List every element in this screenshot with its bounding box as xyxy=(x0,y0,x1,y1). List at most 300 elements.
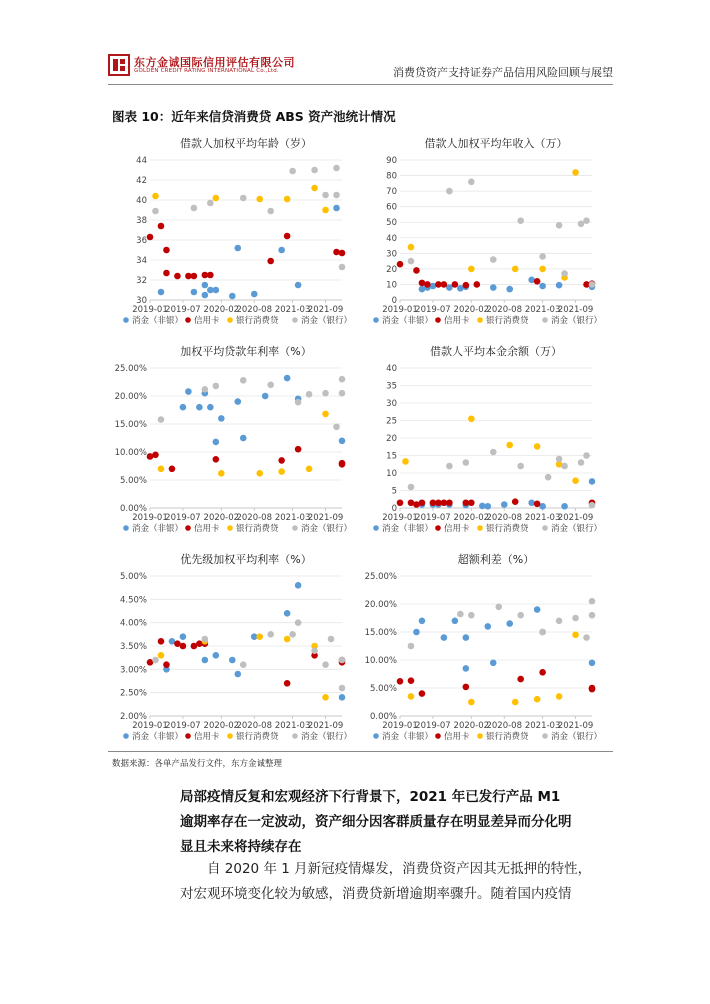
y-tick-label: 3.50% xyxy=(119,642,147,652)
x-tick-label: 2021-09 xyxy=(557,513,594,523)
x-tick-label: 2021-03 xyxy=(274,513,311,523)
legend-label: 消金（非银） xyxy=(132,732,184,742)
y-tick-label: 0.00% xyxy=(119,504,147,514)
data-point xyxy=(424,281,431,288)
data-point xyxy=(284,196,291,203)
data-point xyxy=(517,463,524,470)
y-tick-label: 34 xyxy=(136,256,147,266)
data-point xyxy=(218,470,225,477)
data-point xyxy=(278,457,285,464)
x-tick-label: 2019-07 xyxy=(415,305,451,315)
y-tick-label: 15.00% xyxy=(114,420,147,430)
y-tick-label: 44 xyxy=(136,156,147,166)
data-point xyxy=(202,292,209,299)
legend-marker xyxy=(373,733,379,739)
data-point xyxy=(408,677,415,684)
data-source: 数据来源：各单产品发行文件，东方金诚整理 xyxy=(112,759,283,769)
data-point xyxy=(578,459,585,466)
legend-label: 消金（银行） xyxy=(551,732,602,742)
x-tick-label: 2019-07 xyxy=(415,513,451,523)
data-point xyxy=(256,196,263,203)
x-tick-label: 2019-01 xyxy=(382,305,418,315)
legend-marker xyxy=(185,317,191,323)
data-point xyxy=(202,282,209,289)
report-title: 消费贷资产支持证券产品信用风险回顾与展望 xyxy=(393,66,613,79)
data-point xyxy=(534,606,541,613)
x-tick-label: 2019-07 xyxy=(165,305,201,315)
legend-label: 银行消费贷 xyxy=(486,316,529,326)
data-point xyxy=(180,643,187,650)
data-point xyxy=(339,461,346,468)
body-paragraph xyxy=(180,857,610,907)
y-tick-label: 36 xyxy=(136,236,147,246)
data-point xyxy=(572,169,579,176)
data-point xyxy=(289,168,296,175)
data-point xyxy=(490,660,497,667)
data-point xyxy=(583,452,590,459)
data-point xyxy=(463,665,470,672)
y-tick-label: 10 xyxy=(386,469,397,479)
data-point xyxy=(468,699,475,706)
data-point xyxy=(278,247,285,254)
y-tick-label: 42 xyxy=(136,176,147,186)
y-tick-label: 60 xyxy=(386,202,397,213)
legend-marker xyxy=(435,733,441,739)
headline-line: 逾期率存在一定波动，资产细分因客群质量存在明显差异而分化明 xyxy=(180,814,572,830)
legend-label: 消金（银行） xyxy=(301,524,352,534)
data-point xyxy=(539,283,546,290)
data-point xyxy=(512,498,519,505)
data-point xyxy=(185,388,192,395)
data-point xyxy=(191,289,198,296)
scatter-plot xyxy=(112,546,352,751)
data-point xyxy=(339,438,346,445)
x-tick-label: 2020-08 xyxy=(236,513,272,523)
data-point xyxy=(528,499,535,506)
x-tick-label: 2021-09 xyxy=(557,305,594,315)
data-point xyxy=(457,611,464,618)
chart-loan-rate xyxy=(112,338,352,543)
data-point xyxy=(229,657,236,664)
y-tick-label: 30 xyxy=(386,249,397,260)
x-tick-label: 2021-09 xyxy=(307,513,344,523)
data-point xyxy=(490,284,497,291)
data-point xyxy=(196,404,203,411)
data-point xyxy=(474,281,481,288)
data-point xyxy=(589,281,596,288)
legend-marker xyxy=(123,317,129,323)
data-point xyxy=(339,694,346,701)
scatter-plot xyxy=(112,130,352,335)
y-tick-label: 10.00% xyxy=(114,448,147,458)
data-point xyxy=(556,222,563,229)
x-tick-label: 2021-03 xyxy=(524,513,561,523)
y-tick-label: 80 xyxy=(386,171,397,182)
data-point xyxy=(180,633,187,640)
data-point xyxy=(441,281,448,288)
legend-label: 银行消费贷 xyxy=(236,524,279,534)
y-tick-label: 38 xyxy=(136,216,147,226)
data-point xyxy=(446,499,453,506)
legend-marker xyxy=(542,525,548,531)
data-point xyxy=(267,208,274,215)
data-point xyxy=(158,416,165,423)
data-point xyxy=(539,629,546,636)
data-point xyxy=(468,415,475,422)
data-point xyxy=(267,382,274,389)
chart-title: 超额利差（%） xyxy=(457,553,535,566)
legend-label: 银行消费贷 xyxy=(236,316,279,326)
data-point xyxy=(213,383,220,390)
headline-line: 显且未来将持续存在 xyxy=(180,839,302,855)
data-point xyxy=(468,178,475,185)
x-tick-label: 2020-02 xyxy=(453,513,490,523)
chart-title: 借款人加权平均年收入（万） xyxy=(424,137,568,150)
y-tick-label: 0 xyxy=(391,296,397,306)
data-point xyxy=(419,618,426,625)
legend-label: 消金（非银） xyxy=(382,316,434,326)
data-point xyxy=(191,273,198,280)
data-point xyxy=(572,632,579,639)
data-point xyxy=(539,253,546,260)
y-tick-label: 30 xyxy=(136,296,147,306)
data-point xyxy=(234,398,241,405)
data-point xyxy=(534,696,541,703)
data-point xyxy=(408,643,415,650)
legend-label: 信用卡 xyxy=(444,524,470,534)
data-point xyxy=(506,620,513,627)
data-point xyxy=(163,247,170,254)
data-point xyxy=(397,499,404,506)
data-point xyxy=(589,502,596,509)
legend-label: 消金（银行） xyxy=(301,732,352,742)
scatter-plot xyxy=(362,130,602,335)
data-point xyxy=(202,386,209,393)
data-point xyxy=(512,266,519,273)
data-point xyxy=(306,391,313,398)
legend-marker xyxy=(477,733,483,739)
data-point xyxy=(295,582,302,589)
chart-title: 借款人平均本金余额（万） xyxy=(430,345,562,358)
legend-marker xyxy=(435,525,441,531)
y-tick-label: 2.00% xyxy=(119,712,147,722)
data-point xyxy=(163,661,170,668)
data-point xyxy=(561,270,568,277)
data-point xyxy=(284,636,291,643)
x-tick-label: 2020-08 xyxy=(486,305,522,315)
data-point xyxy=(484,623,491,630)
data-point xyxy=(256,633,263,640)
data-point xyxy=(152,193,159,200)
data-point xyxy=(583,217,590,224)
x-tick-label: 2020-08 xyxy=(236,305,272,315)
data-point xyxy=(322,661,329,668)
x-tick-label: 2021-03 xyxy=(524,721,561,731)
data-point xyxy=(452,618,459,625)
x-tick-label: 2021-03 xyxy=(524,305,561,315)
data-point xyxy=(408,258,415,265)
x-tick-label: 2020-08 xyxy=(236,721,272,731)
data-point xyxy=(158,289,165,296)
data-point xyxy=(158,638,165,645)
y-tick-label: 20.00% xyxy=(114,392,147,402)
data-point xyxy=(556,693,563,700)
legend-marker xyxy=(373,525,379,531)
data-point xyxy=(589,598,596,605)
company-logo-icon xyxy=(108,54,130,76)
data-point xyxy=(484,503,491,510)
legend-label: 消金（非银） xyxy=(382,524,434,534)
y-tick-label: 32 xyxy=(136,276,147,286)
legend-marker xyxy=(373,317,379,323)
data-point xyxy=(463,634,470,641)
x-tick-label: 2019-01 xyxy=(382,721,418,731)
data-point xyxy=(289,631,296,638)
data-point xyxy=(158,652,165,659)
data-point xyxy=(589,612,596,619)
data-point xyxy=(561,503,568,510)
x-tick-label: 2019-01 xyxy=(132,721,168,731)
legend-label: 信用卡 xyxy=(194,316,220,326)
chart-borrower-income xyxy=(362,130,602,335)
data-point xyxy=(589,685,596,692)
data-point xyxy=(311,167,318,174)
x-tick-label: 2020-02 xyxy=(203,305,240,315)
chart-borrower-age xyxy=(112,130,352,335)
x-tick-label: 2020-08 xyxy=(486,721,522,731)
data-point xyxy=(256,470,263,477)
data-point xyxy=(419,499,426,506)
data-point xyxy=(495,604,502,611)
legend-label: 消金（非银） xyxy=(382,732,434,742)
y-tick-label: 5 xyxy=(391,486,397,497)
data-point xyxy=(295,282,302,289)
data-point xyxy=(322,390,329,397)
y-tick-label: 20 xyxy=(386,264,397,275)
y-tick-label: 10.00% xyxy=(364,656,397,666)
data-point xyxy=(284,375,291,382)
legend-label: 消金（非银） xyxy=(132,316,184,326)
data-point xyxy=(213,439,220,446)
legend-label: 消金（非银） xyxy=(132,524,184,534)
y-tick-label: 20 xyxy=(386,434,397,444)
data-point xyxy=(213,195,220,202)
data-point xyxy=(339,376,346,383)
data-point xyxy=(147,234,154,241)
data-point xyxy=(452,281,459,288)
data-point xyxy=(556,618,563,625)
scatter-plot xyxy=(362,338,602,543)
x-tick-label: 2021-03 xyxy=(274,721,311,731)
x-tick-label: 2020-02 xyxy=(203,513,240,523)
data-point xyxy=(468,612,475,619)
y-tick-label: 10 xyxy=(386,280,397,291)
data-point xyxy=(213,456,220,463)
scatter-plot xyxy=(112,338,352,543)
x-tick-label: 2019-07 xyxy=(165,513,201,523)
x-tick-label: 2020-08 xyxy=(486,513,522,523)
data-point xyxy=(240,377,247,384)
data-point xyxy=(446,188,453,195)
data-point xyxy=(534,443,541,450)
legend-marker xyxy=(227,525,233,531)
data-point xyxy=(284,680,291,687)
legend-label: 消金（银行） xyxy=(551,316,602,326)
x-tick-label: 2020-02 xyxy=(453,305,490,315)
y-tick-label: 25.00% xyxy=(114,364,147,374)
legend-label: 消金（银行） xyxy=(301,316,352,326)
x-tick-label: 2021-09 xyxy=(557,721,594,731)
x-tick-label: 2020-02 xyxy=(453,721,490,731)
legend-label: 信用卡 xyxy=(444,732,470,742)
data-point xyxy=(213,287,220,294)
chart-title: 借款人加权平均年龄（岁） xyxy=(180,137,312,150)
data-point xyxy=(397,678,404,685)
data-point xyxy=(234,245,241,252)
data-point xyxy=(589,660,596,667)
data-point xyxy=(295,619,302,626)
data-point xyxy=(240,195,247,202)
x-tick-label: 2020-02 xyxy=(203,721,240,731)
legend-marker xyxy=(185,525,191,531)
data-point xyxy=(534,501,541,508)
data-point xyxy=(446,463,453,470)
y-tick-label: 5.00% xyxy=(119,572,147,582)
y-tick-label: 2.50% xyxy=(119,688,147,699)
data-point xyxy=(402,458,409,465)
y-tick-label: 25.00% xyxy=(364,572,397,582)
data-point xyxy=(180,404,187,411)
data-point xyxy=(218,415,225,422)
data-point xyxy=(333,192,340,199)
y-tick-label: 90 xyxy=(386,156,397,166)
legend-label: 信用卡 xyxy=(194,732,220,742)
x-tick-label: 2021-03 xyxy=(274,305,311,315)
data-point xyxy=(284,610,291,617)
legend-label: 信用卡 xyxy=(444,316,470,326)
chart-principal-balance xyxy=(362,338,602,543)
legend-marker xyxy=(542,317,548,323)
data-point xyxy=(207,404,214,411)
legend-marker xyxy=(542,733,548,739)
data-point xyxy=(322,694,329,701)
data-point xyxy=(295,399,302,406)
data-point xyxy=(468,499,475,506)
data-point xyxy=(545,474,552,481)
data-point xyxy=(158,223,165,230)
legend-marker xyxy=(292,317,298,323)
section-headline xyxy=(180,785,610,860)
data-point xyxy=(397,261,404,268)
data-point xyxy=(463,684,470,691)
data-point xyxy=(333,249,340,256)
x-tick-label: 2019-01 xyxy=(132,513,168,523)
y-tick-label: 70 xyxy=(386,187,397,198)
x-tick-label: 2019-01 xyxy=(382,513,418,523)
data-point xyxy=(517,676,524,683)
data-point xyxy=(463,282,470,289)
y-tick-label: 15 xyxy=(386,451,397,462)
y-tick-label: 50 xyxy=(386,218,397,229)
data-point xyxy=(572,615,579,622)
data-point xyxy=(339,657,346,664)
legend-marker xyxy=(123,733,129,739)
page-header xyxy=(108,52,613,86)
data-point xyxy=(251,291,258,298)
data-point xyxy=(158,466,165,473)
data-point xyxy=(589,478,596,485)
data-point xyxy=(572,477,579,484)
data-point xyxy=(333,165,340,172)
data-point xyxy=(240,661,247,668)
data-point xyxy=(539,266,546,273)
data-point xyxy=(202,657,209,664)
y-tick-label: 35 xyxy=(386,381,397,392)
data-point xyxy=(229,293,236,300)
header-divider xyxy=(108,84,613,85)
data-point xyxy=(152,657,159,664)
legend-label: 银行消费贷 xyxy=(486,524,529,534)
data-point xyxy=(240,435,247,442)
data-point xyxy=(333,205,340,212)
legend-label: 消金（银行） xyxy=(551,524,602,534)
x-tick-label: 2019-07 xyxy=(415,721,451,731)
data-point xyxy=(408,244,415,251)
y-tick-label: 5.00% xyxy=(119,476,147,486)
data-point xyxy=(322,411,329,418)
y-tick-label: 4.50% xyxy=(119,595,147,606)
y-tick-label: 40 xyxy=(386,233,397,244)
chart-title: 加权平均贷款年利率（%） xyxy=(180,345,312,358)
company-name-cn: 东方金诚国际信用评估有限公司 xyxy=(134,56,295,69)
data-point xyxy=(539,669,546,676)
data-point xyxy=(333,424,340,431)
data-point xyxy=(322,192,329,199)
legend-label: 银行消费贷 xyxy=(236,732,279,742)
y-tick-label: 0 xyxy=(391,504,397,514)
data-point xyxy=(419,690,426,697)
data-point xyxy=(311,185,318,192)
data-point xyxy=(163,270,170,277)
y-tick-label: 25 xyxy=(386,416,397,427)
data-point xyxy=(408,484,415,491)
x-tick-label: 2019-01 xyxy=(132,305,168,315)
figure-title: 图表 10：近年来信贷消费贷 ABS 资产池统计情况 xyxy=(112,109,396,124)
x-tick-label: 2019-07 xyxy=(165,721,201,731)
data-point xyxy=(339,250,346,257)
legend-marker xyxy=(477,525,483,531)
scatter-plot xyxy=(362,546,602,751)
data-point xyxy=(152,208,159,215)
data-point xyxy=(262,393,269,400)
y-tick-label: 30 xyxy=(386,399,397,409)
body-line: 对宏观环境变化较为敏感，消费贷新增逾期率骤升。随着国内疫情 xyxy=(180,886,572,902)
legend-marker xyxy=(227,733,233,739)
data-point xyxy=(556,456,563,463)
data-point xyxy=(556,282,563,289)
data-point xyxy=(339,685,346,692)
data-point xyxy=(311,647,318,654)
data-point xyxy=(322,207,329,214)
data-point xyxy=(191,205,198,212)
chart-senior-rate xyxy=(112,546,352,751)
y-tick-label: 4.00% xyxy=(119,618,147,629)
data-point xyxy=(207,272,214,279)
data-point xyxy=(501,501,508,508)
source-divider xyxy=(108,751,613,752)
y-tick-label: 5.00% xyxy=(369,684,397,694)
data-point xyxy=(463,459,470,466)
